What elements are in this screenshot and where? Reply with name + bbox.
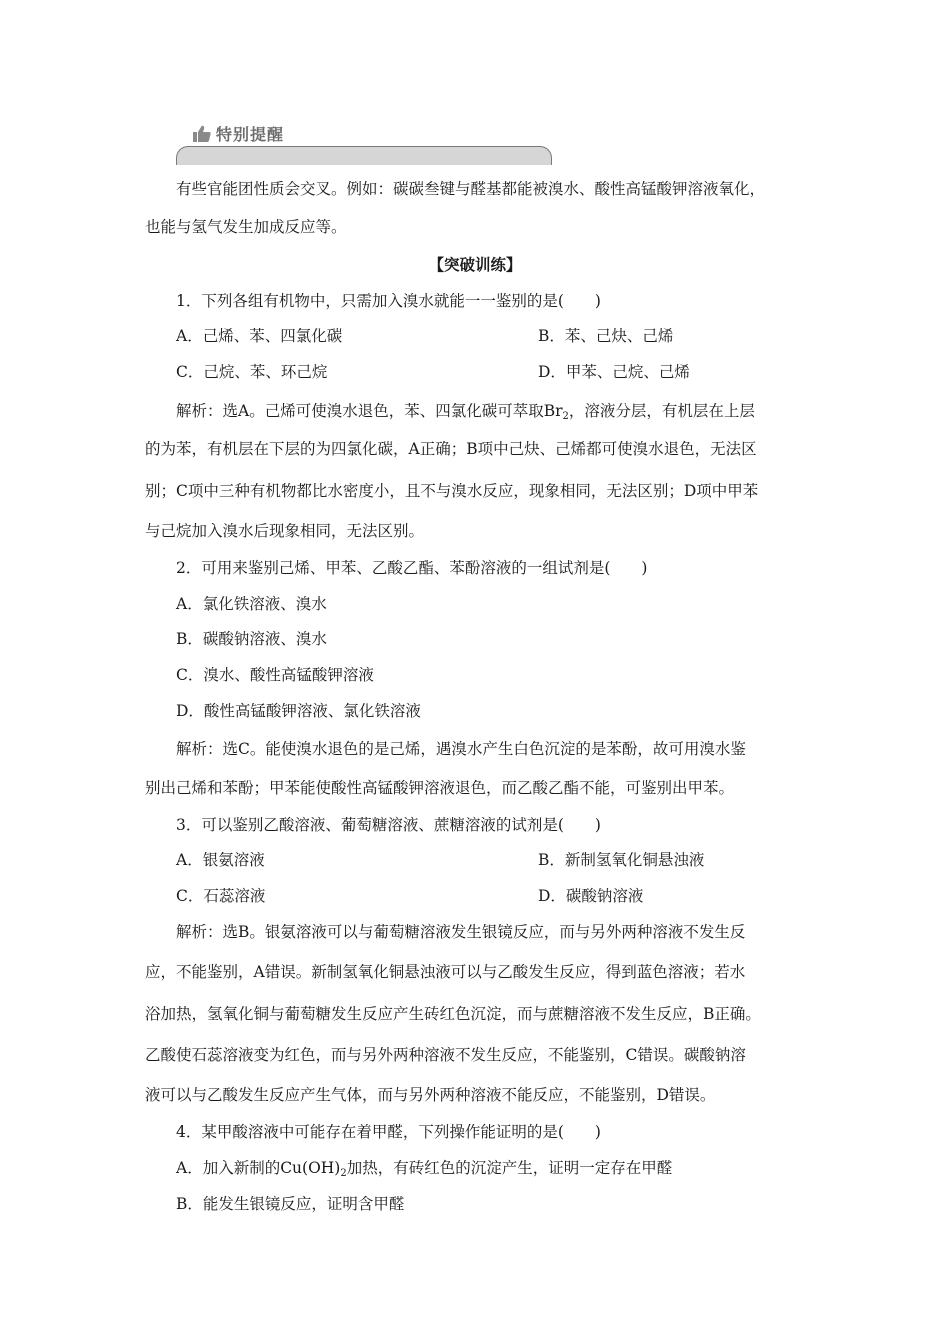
q1-analysis-part-1: 解析：选A。己烯可使溴水退色，苯、四氯化碳可萃取Br — [176, 402, 563, 420]
q4-option-a-subscript: 2 — [340, 1168, 347, 1179]
q1-analysis-line-2: 的为苯，有机层在下层的为四氯化碳，A正确；B项中己炔、己烯都可使溴水退色，无法区 — [145, 440, 757, 458]
q3-option-c: C．石蕊溶液 — [176, 887, 266, 905]
q2-analysis-line-2: 别出己烯和苯酚；甲苯能使酸性高锰酸钾溶液退色，而乙酸乙酯不能，可鉴别出甲苯。 — [145, 779, 735, 797]
thumbs-up-icon — [192, 125, 212, 143]
q4-option-b: B．能发生银镜反应，证明含甲醛 — [176, 1195, 405, 1213]
q1-analysis-line-1 — [176, 401, 755, 421]
special-tip-bar — [176, 146, 552, 165]
q3-analysis-line-1: 解析：选B。银氨溶液可以与葡萄糖溶液发生银镜反应，而与另外两种溶液不发生反 — [176, 923, 746, 941]
q4-stem: 4．某甲酸溶液中可能存在着甲醛，下列操作能证明的是( ) — [176, 1123, 601, 1141]
special-tip-label: 特别提醒 — [216, 125, 285, 144]
q1-option-a: A．己烯、苯、四氯化碳 — [176, 327, 343, 345]
q2-option-c: C．溴水、酸性高锰酸钾溶液 — [176, 666, 374, 684]
q3-stem: 3．可以鉴别乙酸溶液、葡萄糖溶液、蔗糖溶液的试剂是( ) — [176, 816, 601, 834]
section-title: 【突破训练】 — [428, 255, 522, 274]
q2-option-d: D．酸性高锰酸钾溶液、氯化铁溶液 — [176, 702, 421, 720]
q3-option-d: D．碳酸钠溶液 — [538, 887, 644, 905]
q3-option-a: A．银氨溶液 — [176, 851, 265, 869]
q4-option-a-part-2: 加热，有砖红色的沉淀产生，证明一定存在甲醛 — [346, 1159, 673, 1177]
q3-option-b: B．新制氢氧化铜悬浊液 — [538, 851, 705, 869]
q2-option-a: A．氯化铁溶液、溴水 — [176, 595, 327, 613]
q2-analysis-line-1: 解析：选C。能使溴水退色的是己烯，遇溴水产生白色沉淀的是苯酚，故可用溴水鉴 — [176, 740, 746, 758]
q2-stem: 2．可用来鉴别己烯、甲苯、乙酸乙酯、苯酚溶液的一组试剂是( ) — [176, 559, 648, 577]
q3-analysis-line-5: 液可以与乙酸发生反应产生气体，而与另外两种溶液不能反应，不能鉴别，D错误。 — [145, 1086, 716, 1104]
q3-analysis-line-4: 乙酸使石蕊溶液变为红色，而与另外两种溶液不发生反应，不能鉴别，C错误。碳酸钠溶 — [145, 1046, 746, 1064]
q4-option-a-part-1: A．加入新制的Cu(OH) — [176, 1159, 341, 1177]
q1-analysis-line-3: 别；C项中三种有机物都比水密度小，且不与溴水反应，现象相同，无法区别；D项中甲苯 — [145, 482, 759, 500]
tip-text-line-2: 也能与氢气发生加成反应等。 — [145, 218, 347, 236]
q1-stem: 1．下列各组有机物中，只需加入溴水就能一一鉴别的是( ) — [176, 292, 601, 310]
q1-analysis-line-4: 与己烷加入溴水后现象相同，无法区别。 — [145, 522, 425, 540]
q2-option-b: B．碳酸钠溶液、溴水 — [176, 630, 327, 648]
q3-analysis-line-2: 应，不能鉴别，A错误。新制氢氧化铜悬浊液可以与乙酸发生反应，得到蓝色溶液；若水 — [145, 963, 746, 981]
q4-option-a — [176, 1158, 672, 1178]
q1-analysis-part-2: ，溶液分层，有机层在上层 — [568, 402, 755, 420]
q1-option-b: B．苯、己炔、己烯 — [538, 327, 674, 345]
special-tip-title — [192, 122, 284, 145]
q3-analysis-line-3: 浴加热，氢氧化铜与葡萄糖发生反应产生砖红色沉淀，而与蔗糖溶液不发生反应，B正确。 — [145, 1005, 761, 1023]
q1-option-d: D．甲苯、己烷、己烯 — [538, 363, 690, 381]
q1-option-c: C．己烷、苯、环己烷 — [176, 363, 328, 381]
q1-analysis-subscript: 2 — [562, 411, 569, 422]
special-tip-header — [176, 118, 552, 166]
tip-text-line-1: 有些官能团性质会交叉。例如：碳碳叁键与醛基都能被溴水、酸性高锰酸钾溶液氧化， — [176, 180, 766, 198]
